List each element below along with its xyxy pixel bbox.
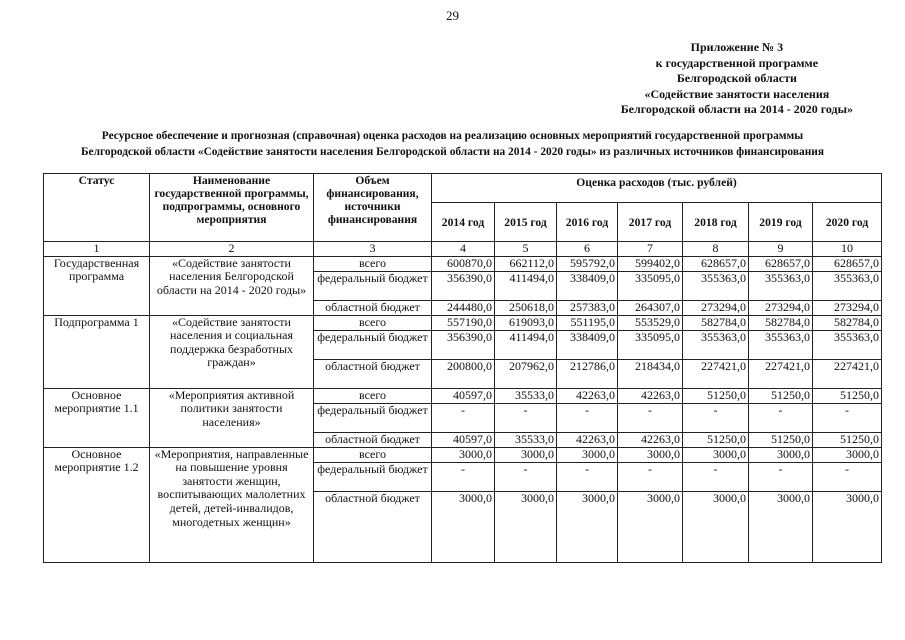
value-cell: 35533,0 (495, 388, 557, 403)
row-source: федеральный бюджет (314, 330, 432, 359)
value-cell: 51250,0 (683, 432, 749, 447)
header-year: 2019 год (749, 203, 813, 242)
value-cell: 42263,0 (618, 388, 683, 403)
value-cell: - (813, 462, 882, 491)
value-cell: 338409,0 (557, 271, 618, 300)
value-cell: - (749, 403, 813, 432)
value-cell: - (432, 403, 495, 432)
column-number: 9 (749, 242, 813, 257)
value-cell: - (683, 403, 749, 432)
value-cell: - (495, 462, 557, 491)
value-cell: 250618,0 (495, 300, 557, 315)
column-number: 10 (813, 242, 882, 257)
value-cell: - (557, 403, 618, 432)
row-source: всего (314, 388, 432, 403)
value-cell: 227421,0 (813, 359, 882, 388)
column-number: 3 (314, 242, 432, 257)
value-cell: 227421,0 (683, 359, 749, 388)
value-cell: 557190,0 (432, 315, 495, 330)
value-cell: - (432, 462, 495, 491)
value-cell: - (557, 462, 618, 491)
value-cell: 335095,0 (618, 330, 683, 359)
value-cell: 338409,0 (557, 330, 618, 359)
value-cell: 40597,0 (432, 388, 495, 403)
value-cell: 628657,0 (683, 256, 749, 271)
value-cell: 3000,0 (749, 491, 813, 562)
row-source: федеральный бюджет (314, 403, 432, 432)
column-number: 5 (495, 242, 557, 257)
appendix-line: к государственной программе (655, 55, 819, 70)
value-cell: 335095,0 (618, 271, 683, 300)
header-year: 2020 год (813, 203, 882, 242)
value-cell: 200800,0 (432, 359, 495, 388)
row-source: областной бюджет (314, 359, 432, 388)
value-cell: 355363,0 (683, 271, 749, 300)
value-cell: 3000,0 (683, 447, 749, 462)
value-cell: 218434,0 (618, 359, 683, 388)
value-cell: 273294,0 (813, 300, 882, 315)
header-year: 2016 год (557, 203, 618, 242)
value-cell: 619093,0 (495, 315, 557, 330)
value-cell: 42263,0 (557, 432, 618, 447)
table-row (44, 256, 882, 271)
value-cell: 3000,0 (432, 491, 495, 562)
resource-table (43, 173, 882, 563)
value-cell: 3000,0 (683, 491, 749, 562)
value-cell: 3000,0 (618, 491, 683, 562)
column-number-row (44, 242, 882, 257)
row-status: Государственная программа (44, 256, 150, 315)
value-cell: 582784,0 (749, 315, 813, 330)
appendix-line: Белгородской области на 2014 - 2020 годы» (620, 102, 853, 116)
header-source: Объем финансирования, источники финансирования (314, 174, 432, 242)
table-row (44, 447, 882, 462)
value-cell: 3000,0 (813, 491, 882, 562)
value-cell: 600870,0 (432, 256, 495, 271)
row-name: «Мероприятия, направленные на повышение уровня занятости женщин, воспитывающих малолетних детей, детей-инвалидов, многодетных женщин» (150, 447, 314, 562)
appendix-line: Белгородской области (676, 71, 797, 85)
value-cell: 662112,0 (495, 256, 557, 271)
value-cell: 355363,0 (813, 271, 882, 300)
value-cell: 51250,0 (813, 432, 882, 447)
value-cell: 355363,0 (749, 271, 813, 300)
header-year: 2015 год (495, 203, 557, 242)
value-cell: - (618, 403, 683, 432)
title-line: Ресурсное обеспечение и прогнозная (справочная) оценка расходов на реализацию основных мероприятий государственной программы (101, 130, 804, 142)
row-source: всего (314, 256, 432, 271)
value-cell: 3000,0 (432, 447, 495, 462)
row-name: «Содействие занятости населения Белгородской области на 2014 - 2020 годы» (150, 256, 314, 315)
appendix-header (621, 40, 853, 118)
column-number: 7 (618, 242, 683, 257)
value-cell: 3000,0 (495, 447, 557, 462)
value-cell: 244480,0 (432, 300, 495, 315)
value-cell: 628657,0 (813, 256, 882, 271)
value-cell: 595792,0 (557, 256, 618, 271)
value-cell: 273294,0 (683, 300, 749, 315)
value-cell: 3000,0 (557, 447, 618, 462)
table-row (44, 315, 882, 330)
value-cell: 35533,0 (495, 432, 557, 447)
row-source: областной бюджет (314, 432, 432, 447)
value-cell: 257383,0 (557, 300, 618, 315)
value-cell: 51250,0 (749, 432, 813, 447)
row-source: федеральный бюджет (314, 271, 432, 300)
value-cell: 628657,0 (749, 256, 813, 271)
value-cell: 551195,0 (557, 315, 618, 330)
value-cell: 227421,0 (749, 359, 813, 388)
column-number: 1 (44, 242, 150, 257)
row-source: федеральный бюджет (314, 462, 432, 491)
row-name: «Мероприятия активной политики занятости населения» (150, 388, 314, 447)
value-cell: 42263,0 (557, 388, 618, 403)
page-number: 29 (446, 8, 459, 23)
value-cell: 3000,0 (557, 491, 618, 562)
row-name: «Содействие занятости населения и социальная поддержка безработных граждан» (150, 315, 314, 388)
value-cell: 264307,0 (618, 300, 683, 315)
table-row (44, 388, 882, 403)
value-cell: 3000,0 (495, 491, 557, 562)
value-cell: 40597,0 (432, 432, 495, 447)
value-cell: 355363,0 (683, 330, 749, 359)
header-estimate: Оценка расходов (тыс. рублей) (432, 174, 882, 203)
header-name: Наименование государственной программы, подпрограммы, основного мероприятия (150, 174, 314, 242)
column-number: 4 (432, 242, 495, 257)
value-cell: - (813, 403, 882, 432)
value-cell: - (618, 462, 683, 491)
row-source: всего (314, 447, 432, 462)
column-number: 8 (683, 242, 749, 257)
value-cell: 411494,0 (495, 330, 557, 359)
value-cell: 51250,0 (683, 388, 749, 403)
value-cell: 273294,0 (749, 300, 813, 315)
value-cell: 356390,0 (432, 330, 495, 359)
value-cell: 3000,0 (618, 447, 683, 462)
document-title (40, 128, 865, 160)
title-line: Белгородской области «Содействие занятости населения Белгородской области на 2014 - 2020 годы» из различных источников финансирования (81, 146, 824, 158)
header-year: 2017 год (618, 203, 683, 242)
row-status: Основное мероприятие 1.1 (44, 388, 150, 447)
value-cell: 356390,0 (432, 271, 495, 300)
row-source: областной бюджет (314, 300, 432, 315)
value-cell: 212786,0 (557, 359, 618, 388)
value-cell: 582784,0 (813, 315, 882, 330)
value-cell: 553529,0 (618, 315, 683, 330)
value-cell: 3000,0 (813, 447, 882, 462)
value-cell: 207962,0 (495, 359, 557, 388)
row-status: Основное мероприятие 1.2 (44, 447, 150, 562)
column-number: 6 (557, 242, 618, 257)
header-year: 2014 год (432, 203, 495, 242)
value-cell: - (495, 403, 557, 432)
value-cell: 3000,0 (749, 447, 813, 462)
value-cell: 599402,0 (618, 256, 683, 271)
header-year: 2018 год (683, 203, 749, 242)
appendix-line: «Содействие занятости населения (644, 86, 830, 101)
header-status: Статус (44, 174, 150, 242)
value-cell: 582784,0 (683, 315, 749, 330)
row-source: областной бюджет (314, 491, 432, 562)
value-cell: - (683, 462, 749, 491)
row-source: всего (314, 315, 432, 330)
value-cell: 51250,0 (749, 388, 813, 403)
row-status: Подпрограмма 1 (44, 315, 150, 388)
value-cell: 411494,0 (495, 271, 557, 300)
column-number: 2 (150, 242, 314, 257)
value-cell: 355363,0 (749, 330, 813, 359)
value-cell: 355363,0 (813, 330, 882, 359)
value-cell: - (749, 462, 813, 491)
value-cell: 42263,0 (618, 432, 683, 447)
value-cell: 51250,0 (813, 388, 882, 403)
appendix-line: Приложение № 3 (690, 40, 784, 54)
